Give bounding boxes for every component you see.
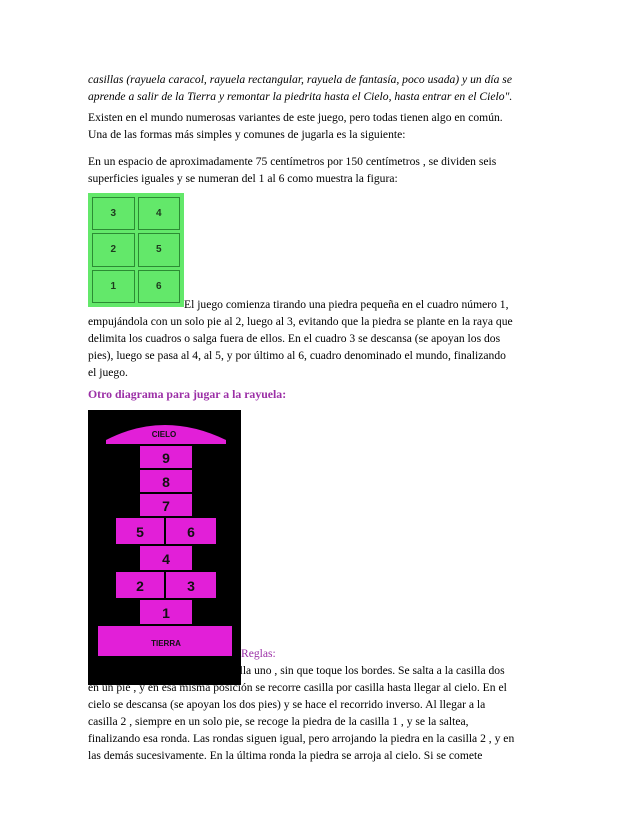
grid-cell: 2 (92, 233, 135, 266)
rules-line-4: casilla 2 , siempre en un solo pie, se recoge la piedra de la casilla 1 , y se la saltea, (88, 715, 469, 728)
hop-number-7: 7 (162, 498, 170, 514)
rules-line-1: Se tira la piedra dentro de la casilla uno , sin que toque los bordes. Se salta a la casilla dos (88, 664, 505, 677)
hop-number-4: 4 (162, 551, 170, 567)
rules-line-5: finalizando esa ronda. Las rondas siguen igual, pero arrojando la piedra en la casilla 2 , y en (88, 732, 515, 745)
hop-number-2: 2 (136, 578, 144, 594)
hop-number-6: 6 (187, 524, 195, 540)
grid-cell: 5 (138, 233, 181, 266)
grid-cell: 6 (138, 270, 181, 303)
rules-label: Reglas: (241, 647, 276, 660)
hop-number-5: 5 (136, 524, 144, 540)
paragraph-2-line-1: En un espacio de aproximadamente 75 centímetros por 150 centímetros , se dividen seis (88, 155, 497, 168)
grid-cell: 4 (138, 197, 181, 230)
grid-cell: 3 (92, 197, 135, 230)
grid-cell: 1 (92, 270, 135, 303)
tierra-label: TIERRA (151, 639, 181, 648)
rules-line-2: en un pie , y en esa misma posición se recorre casilla por casilla hasta llegar al cielo. En el (88, 681, 507, 694)
hopscotch-drawing (88, 410, 241, 660)
hop-number-9: 9 (162, 450, 170, 466)
intro-italic-line-1: casillas (rayuela caracol, rayuela rectangular, rayuela de fantasía, poco usada) y un día se (88, 73, 512, 86)
hop-number-3: 3 (187, 578, 195, 594)
intro-italic-line-2: aprende a salir de la Tierra y remontar la piedrita hasta el Cielo, hasta entrar en el Cielo". (88, 90, 513, 103)
hopscotch-grid-figure (88, 193, 184, 307)
hopscotch-grid (92, 197, 180, 303)
paragraph-2-line-2: superficies iguales y se numeran del 1 al 6 como muestra la figura: (88, 172, 398, 185)
paragraph-1-line-2: Una de las formas más simples y comunes de jugarla es la siguiente: (88, 128, 406, 141)
paragraph-3-line-5: el juego. (88, 366, 128, 379)
paragraph-1-line-1: Existen en el mundo numerosas variantes de este juego, pero todas tienen algo en común. (88, 111, 503, 124)
rules-line-6: las demás sucesivamente. En la última ronda la piedra se arroja al cielo. Si se comete (88, 749, 483, 762)
rules-line-3: cielo se descansa (se apoyan los dos pies) y se hace el recorrido inverso. Al llegar a la (88, 698, 486, 711)
hop-number-8: 8 (162, 474, 170, 490)
section-heading: Otro diagrama para jugar a la rayuela: (88, 387, 287, 401)
hop-number-1: 1 (162, 605, 170, 621)
paragraph-3-line-1: El juego comienza tirando una piedra pequeña en el cuadro número 1, (184, 298, 509, 311)
paragraph-3-line-2: empujándola con un solo pie al 2, luego al 3, evitando que la piedra se plante en la raya que (88, 315, 513, 328)
hopscotch-diagram (88, 410, 241, 685)
paragraph-3-line-3: delimita los cuadros o salga fuera de ellos. En el cuadro 3 se descansa (se apoyan los dos (88, 332, 501, 345)
paragraph-3-line-4: pies), luego se pasa al 4, al 5, y por último al 6, cuadro denominado el mundo, finalizando (88, 349, 506, 362)
cielo-label: CIELO (151, 430, 177, 439)
